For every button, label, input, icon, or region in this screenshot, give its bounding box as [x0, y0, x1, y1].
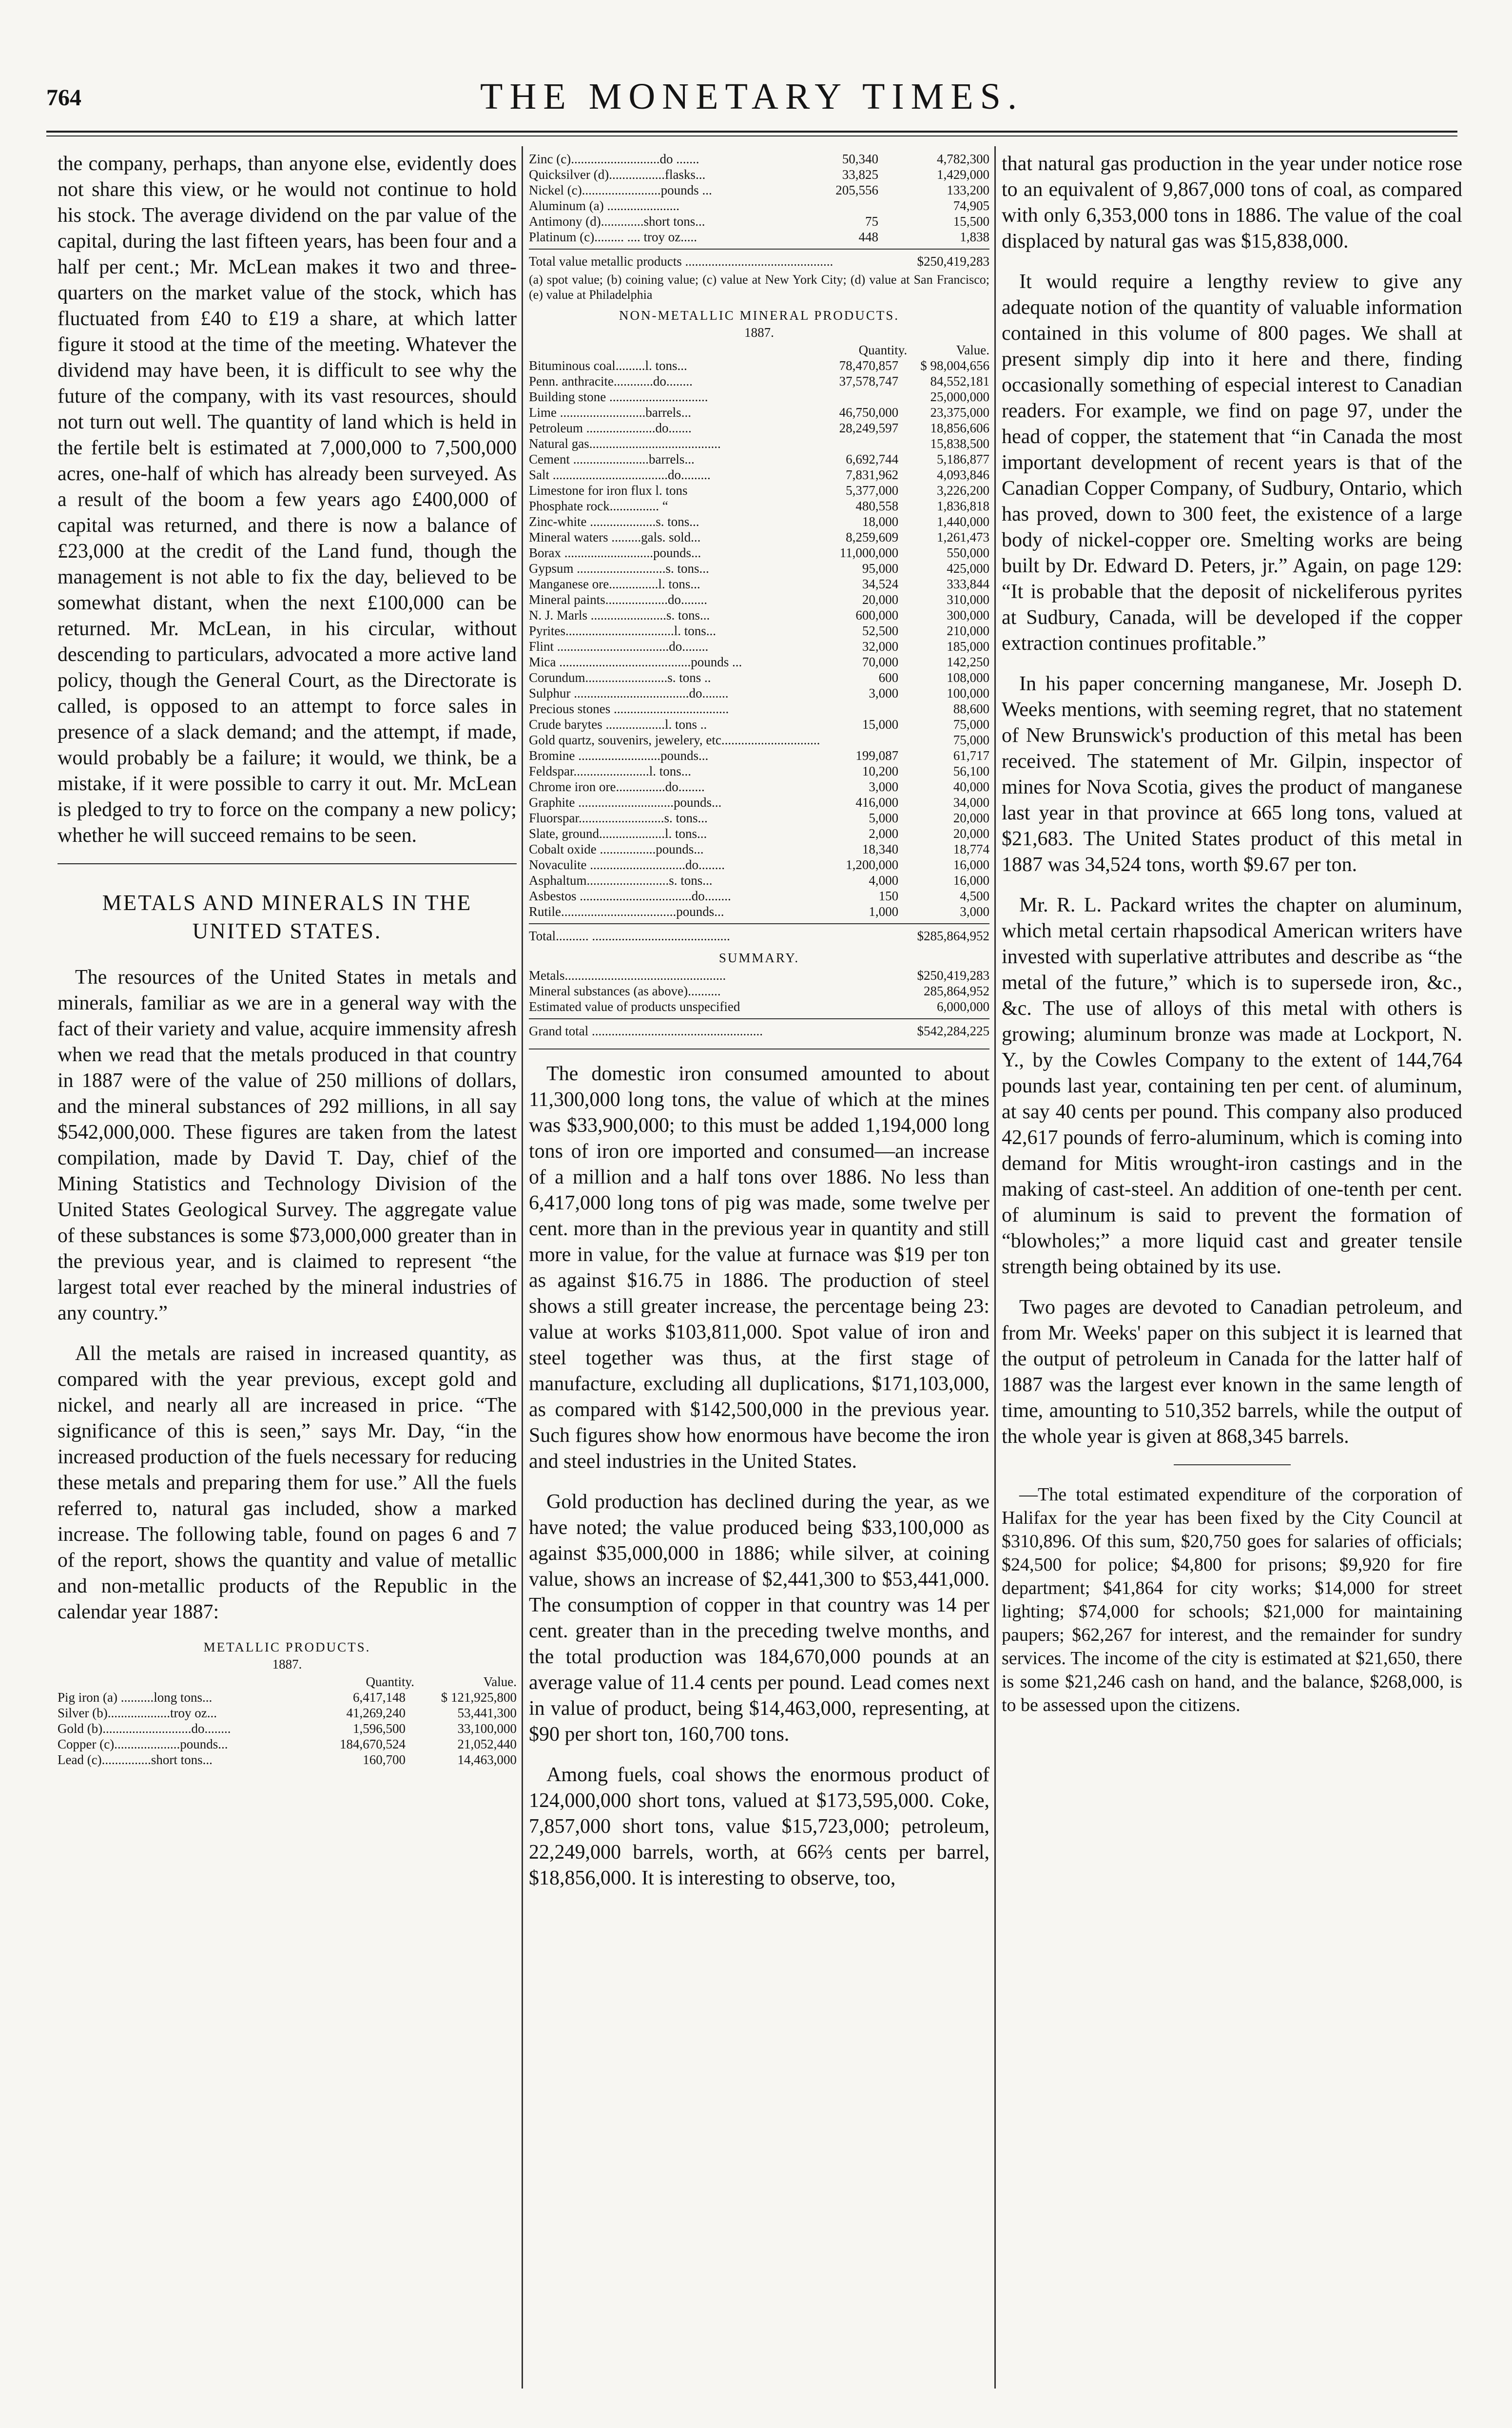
product-quantity: [820, 389, 907, 405]
product-value: 310,000: [947, 592, 989, 607]
page-title: THE MONETARY TIMES.: [480, 76, 1024, 117]
page-number: 764: [46, 85, 81, 111]
column-divider: [994, 146, 996, 2389]
column-2: [529, 151, 989, 1906]
product-value: 108,000: [947, 670, 989, 685]
product-value: 88,600: [953, 701, 989, 716]
product-quantity: 448: [858, 230, 878, 244]
news-notice: —The total estimated expenditure of the corporation of Halifax for the year has been fixed by the City Council at $310,896. Of this sum, $20,750 goes for salaries of officials; $24,500 for police; $4,800 for prisons; $9,920 for fire department; $41,864 for city works; $14,000 for street lighting; $74,000 for schools; $21,000 for maintaining paupers; $62,267 for interest, and the remainder for sundry services. The income of the city is estimated at $21,650, there is some $21,246 cash on hand, and the balance, $268,000, is to be assessed upon the citizens.: [1002, 1484, 1462, 1715]
product-quantity: [820, 701, 907, 717]
product-name: Silver (b)...................troy oz...: [58, 1706, 217, 1720]
product-quantity: 1,596,500: [353, 1721, 406, 1736]
product-quantity: 34,524: [862, 577, 899, 591]
table-title: NON-METALLIC MINERAL PRODUCTS.: [619, 308, 900, 323]
table-row: [529, 717, 989, 732]
product-name: Gold (b)...........................do........: [58, 1721, 231, 1736]
product-name: Lead (c)...............short tons...: [58, 1752, 213, 1767]
product-value: 1,429,000: [937, 167, 989, 182]
product-quantity: 70,000: [862, 655, 899, 669]
column-header: Value.: [483, 1674, 517, 1689]
table-row: [529, 654, 989, 670]
product-quantity: 480,558: [855, 499, 899, 513]
product-name: Mineral paints...................do........: [529, 592, 707, 607]
product-quantity: 78,470,857: [839, 358, 899, 373]
product-name: Zinc (c)...........................do .......: [529, 152, 699, 166]
product-name: Slate, ground....................l. tons...: [529, 826, 707, 841]
product-quantity: 184,670,524: [340, 1737, 406, 1751]
table-row: [529, 373, 989, 389]
table-row: [529, 436, 989, 451]
product-value: 4,093,846: [937, 467, 989, 482]
table-row: [529, 904, 989, 919]
total-label: Total.......... ..........................................: [529, 929, 730, 943]
body-paragraph: The domestic iron consumed amounted to about 11,300,000 long tons, the value of which at the mines was $33,900,000; to this must be added 1,194,000 long tons of iron ore imported and consumed—an increase of a million and a half tons over 1886. No less than 6,417,000 long tons of pig was made, some twelve per cent. more than in the previous year in quantity and still more in value, for the value at furnace was $19 per ton as against $16.75 in 1886. The production of steel shows a still greater increase, the percentage being 23: value at works $103,811,000. Spot value of iron and steel together was thus, at the first stage of manufacture, excluding all duplications, $171,103,000, as compared with $142,500,000 in the previous year. Such figures show how enormous have become the iron and steel industries in the United States.: [529, 1063, 989, 1473]
table-header-row: [529, 342, 989, 358]
product-value: 550,000: [947, 545, 989, 560]
product-value: 4,500: [960, 889, 989, 903]
product-value: 40,000: [953, 779, 989, 794]
product-name: Asbestos ..................................do........: [529, 889, 731, 903]
product-name: Petroleum .....................do.......: [529, 421, 692, 435]
table-row: [529, 779, 989, 795]
table-row: [529, 826, 989, 841]
table-row: [529, 841, 989, 857]
table-row: [529, 405, 989, 420]
product-value: 25,000,000: [930, 389, 989, 404]
table-row: [58, 1736, 517, 1752]
table-row: [529, 639, 989, 654]
table-row: [529, 358, 989, 373]
product-quantity: 1,200,000: [846, 857, 899, 872]
product-value: 23,375,000: [930, 405, 989, 420]
product-quantity: 160,700: [363, 1752, 406, 1767]
product-quantity: 10,200: [862, 764, 899, 778]
product-quantity: 1,000: [869, 904, 899, 919]
metallic-total: [529, 253, 989, 269]
product-quantity: 3,000: [869, 779, 899, 794]
body-paragraph: Mr. R. L. Packard writes the chapter on aluminum, which metal certain rhapsodical American writers have invested with superlative attributes and describe as “the metal of the future,” which is to supersede iron, &c., &c. The use of alloys of this metal with others is growing; aluminum bronze was made at Lockport, N. Y., by the Cowles Company to the extent of 144,764 pounds last year, containing ten per cent. of aluminum, at say 40 cents per pound. This company also produced 42,617 pounds of ferro-aluminum, which is coming into demand for Mitis wrought-iron castings and in the making of cast-steel. An addition of one-tenth per cent. of aluminum is said to prevent the formation of “blowholes;” a more liquid cast and greater tensile strength being obtained by its use.: [1002, 894, 1462, 1278]
product-value: 75,000: [953, 733, 989, 747]
body-paragraph: In his paper concerning manganese, Mr. Joseph D. Weeks mentions, with seeming regret, that no statement of New Brunswick's production of this metal has been received. The statement of Mr. Gilpin, inspector of mines for Nova Scotia, gives the product of manganese last year in that province at 665 long tons, valued at $21,683. The United States product of this metal in 1887 was 34,524 tons, worth $9.67 per ton.: [1002, 673, 1462, 876]
product-value: 20,000: [953, 826, 989, 841]
product-value: 142,250: [947, 655, 989, 669]
table-row: [529, 576, 989, 592]
product-value: 53,441,300: [457, 1706, 517, 1720]
product-value: 333,844: [947, 577, 989, 591]
product-value: 34,000: [953, 795, 989, 810]
product-name: Penn. anthracite............do........: [529, 374, 693, 388]
product-value: 20,000: [953, 811, 989, 825]
product-name: Precious stones ...................................: [529, 701, 729, 716]
product-name: Aluminum (a) ......................: [529, 198, 679, 213]
table-rule: [529, 249, 989, 250]
product-quantity: 28,249,597: [839, 421, 899, 435]
table-row: [58, 1721, 517, 1736]
table-row: [58, 1690, 517, 1705]
product-value: 15,838,500: [930, 436, 989, 451]
column-divider: [522, 146, 523, 2389]
product-name: Cobalt oxide .................pounds...: [529, 842, 704, 856]
table-row: [58, 1752, 517, 1768]
page-header: [46, 76, 1457, 124]
product-quantity: 416,000: [855, 795, 899, 810]
product-value: 3,226,200: [937, 483, 989, 498]
product-name: Crude barytes ..................l. tons ..: [529, 717, 707, 732]
product-quantity: 52,500: [862, 623, 899, 638]
product-name: Quicksilver (d).................flasks...: [529, 167, 706, 182]
table-row: [529, 214, 989, 229]
non-metallic-products-table: [529, 342, 989, 919]
product-value: 16,000: [953, 873, 989, 888]
product-name: Novaculite .............................do........: [529, 857, 725, 872]
product-value: 21,052,440: [457, 1737, 517, 1751]
summary-value: 285,864,952: [924, 984, 989, 998]
product-value: 18,856,606: [930, 421, 989, 435]
product-name: Nickel (c)........................pounds ...: [529, 183, 712, 197]
non-metallic-total: [529, 928, 989, 944]
body-paragraph: All the metals are raised in increased quantity, as compared with the year previous, except gold and nickel, and nearly all are increased in price. “The significance of this is seen,” says Mr. Day, “in the increased production of the fuels necessary for reducing these metals and preparing them for use.” All the fuels referred to, natural gas included, show a marked increase. The following table, found on pages 6 and 7 of the report, shows the quantity and value of metallic and non-metallic products of the Republic in the calendar year 1887:: [58, 1342, 517, 1623]
table-row: [529, 389, 989, 405]
product-quantity: 18,340: [862, 842, 899, 856]
product-name: Natural gas........................................: [529, 436, 721, 451]
product-value: 56,100: [953, 764, 989, 778]
table-row: [529, 451, 989, 467]
product-name: Copper (c)....................pounds...: [58, 1737, 228, 1751]
summary-label: Mineral substances (as above)..........: [529, 984, 721, 998]
product-quantity: 32,000: [862, 639, 899, 654]
product-quantity: 5,377,000: [846, 483, 899, 498]
table-row: [529, 873, 989, 888]
metallic-products-table: [58, 1674, 517, 1768]
table-row: [529, 795, 989, 810]
product-name: Lime ..........................barrels...: [529, 405, 691, 420]
product-name: Gypsum ...........................s. tons...: [529, 561, 709, 576]
total-value: $285,864,952: [917, 929, 989, 943]
product-value: 5,186,877: [937, 452, 989, 466]
product-quantity: 205,556: [835, 183, 878, 197]
product-value: 15,500: [953, 214, 989, 229]
body-paragraph: Among fuels, coal shows the enormous product of 124,000,000 short tons, valued at $173,595,000. Coke, 7,857,000 short tons, value $15,723,000; petroleum, 22,249,000 barrels, worth, at 66⅔ cents per barrel, $18,856,000. It is interesting to observe, too,: [529, 1764, 989, 1889]
summary-label: Estimated value of products unspecified: [529, 999, 740, 1014]
metallic-products-table-continued: [529, 151, 989, 245]
column-header: Quantity.: [366, 1674, 414, 1689]
product-value: 1,440,000: [937, 514, 989, 529]
product-name: Phosphate rock............... “: [529, 499, 668, 513]
product-value: 300,000: [947, 608, 989, 622]
product-quantity: 18,000: [862, 514, 899, 529]
table-row: [529, 467, 989, 483]
table-row: [58, 1705, 517, 1721]
product-name: N. J. Marls .......................s. tons...: [529, 608, 710, 622]
product-value: 185,000: [947, 639, 989, 654]
total-row: [529, 928, 989, 944]
table-row: [529, 968, 989, 983]
table-row: [529, 810, 989, 826]
header-rule: [46, 131, 1457, 133]
product-value: 1,836,818: [937, 499, 989, 513]
table-row: [529, 857, 989, 873]
product-quantity: 4,000: [869, 873, 899, 888]
product-value: 100,000: [947, 686, 989, 700]
product-quantity: 95,000: [862, 561, 899, 576]
table-row: [529, 748, 989, 763]
product-quantity: 8,259,609: [846, 530, 899, 544]
product-name: Pyrites.................................l. tons...: [529, 623, 717, 638]
product-name: Asphaltum.........................s. tons...: [529, 873, 713, 888]
product-name: Bromine .........................pounds...: [529, 748, 709, 763]
table-row: [529, 763, 989, 779]
table-year: 1887.: [744, 325, 774, 340]
product-name: Mineral waters .........gals. sold...: [529, 530, 701, 544]
total-label: Grand total ....................................................: [529, 1024, 763, 1038]
product-quantity: 50,340: [842, 152, 878, 166]
table-row: [529, 483, 989, 498]
product-value: 14,463,000: [457, 1752, 517, 1767]
table-row: [529, 198, 989, 214]
column-header: Quantity.: [858, 343, 908, 357]
table-rule: [529, 1018, 989, 1019]
section-divider: [58, 863, 517, 864]
product-name: Limestone for iron flux l. tons: [529, 483, 688, 498]
body-paragraph: The resources of the United States in metals and minerals, familiar as we are in a general way with the fact of their variety and value, acquire immensity afresh when we read that the metals produced in that country in 1887 were of the value of 250 millions of dollars, and the mineral substances of 292 millions, in all say $542,000,000. These figures are taken from the latest compilation, made by David T. Day, chief of the Mining Statistics and Technology Division of the United States Geological Survey. The aggregate value of these substances is some $73,000,000 greater than in the previous year, and is claimed to represent “the largest total ever reached by the mineral industries of any country.”: [58, 966, 517, 1324]
summary-label: Metals.................................................: [529, 968, 726, 983]
product-quantity: 150: [878, 889, 899, 903]
table-row: [529, 888, 989, 904]
product-value: 210,000: [947, 623, 989, 638]
product-name: Sulphur ...................................do........: [529, 686, 729, 700]
product-value: 74,905: [953, 198, 989, 213]
product-value: 1,261,473: [937, 530, 989, 544]
total-value: $250,419,283: [917, 254, 989, 269]
product-quantity: 6,417,148: [353, 1690, 406, 1705]
total-row: [529, 253, 989, 269]
table-row: [529, 420, 989, 436]
table-year: 1887.: [272, 1657, 302, 1671]
table-row: [529, 167, 989, 182]
table-row: [529, 182, 989, 198]
product-quantity: 20,000: [862, 592, 899, 607]
table-row: [529, 561, 989, 576]
table-row: [529, 701, 989, 717]
product-name: Pig iron (a) ..........long tons...: [58, 1690, 213, 1705]
product-quantity: 46,750,000: [839, 405, 899, 420]
product-quantity: 7,831,962: [846, 467, 899, 482]
total-row: [529, 1023, 989, 1039]
product-name: Platinum (c)......... .... troy oz.....: [529, 230, 697, 244]
summary-value: 6,000,000: [937, 999, 989, 1014]
column-3: [1002, 151, 1462, 1717]
product-name: Graphite .............................pounds...: [529, 795, 722, 810]
product-quantity: 199,087: [855, 748, 899, 763]
table-row: [529, 514, 989, 529]
table-row: [529, 545, 989, 561]
table-title: SUMMARY.: [718, 951, 800, 965]
product-value: 18,774: [953, 842, 989, 856]
total-value: $542,284,225: [917, 1024, 989, 1038]
table-title: METALLIC PRODUCTS.: [203, 1640, 371, 1654]
body-paragraph: that natural gas production in the year under notice rose to an equivalent of 9,867,000 tons of coal, as compared with only 6,353,000 tons in 1886. The value of the coal displaced by natural gas was $15,838,000.: [1002, 153, 1462, 253]
product-name: Feldspar.......................l. tons...: [529, 764, 692, 778]
product-name: Salt ...................................do.........: [529, 467, 711, 482]
body-paragraph: It would require a lengthy review to give any adequate notion of the quantity of valuable information contained in this volume of 800 pages. We shall at present simply dip into it here and there, finding occasionally something of especial interest to Canadian readers. For example, we find on page 97, under the head of copper, the statement that “in Canada the most important development of recent years is that of the Canadian Copper Company, of Sudbury, Ontario, which has proved, down to 300 feet, the existence of a large body of nickel-copper ore. Smelting works are being built by Dr. Edward D. Peters, jr.” Again, on page 129: “It is probable that the deposit of nickeliferous pyrites at Sudbury, Canada, will be developed if the copper extraction continues profitable.”: [1002, 271, 1462, 655]
product-quantity: 75: [865, 214, 878, 229]
table-row: [529, 685, 989, 701]
table-row: [529, 623, 989, 639]
product-name: Gold quartz, souvenirs, jewelery, etc..............................: [529, 733, 820, 747]
product-quantity: 600: [878, 670, 899, 685]
total-label: Total value metallic products .............................................: [529, 254, 834, 269]
product-value: 3,000: [960, 904, 989, 919]
summary-table: [529, 968, 989, 1014]
table-row: [529, 529, 989, 545]
product-name: Borax ...........................pounds...: [529, 545, 701, 560]
product-value: 4,782,300: [937, 152, 989, 166]
section-divider: [1174, 1464, 1291, 1465]
product-name: Fluorspar..........................s. tons...: [529, 811, 708, 825]
product-quantity: 15,000: [862, 717, 899, 732]
product-quantity: 600,000: [855, 608, 899, 622]
product-quantity: 3,000: [869, 686, 899, 700]
product-quantity: 33,825: [842, 167, 878, 182]
product-name: Cement .......................barrels...: [529, 452, 695, 466]
product-name: Manganese ore...............l. tons...: [529, 577, 700, 591]
product-quantity: 2,000: [869, 826, 899, 841]
product-value: $ 98,004,656: [920, 358, 989, 373]
table-row: [529, 999, 989, 1014]
product-name: Building stone ..............................: [529, 389, 708, 404]
product-name: Corundum.........................s. tons ..: [529, 670, 711, 685]
table-row: [529, 732, 989, 748]
product-quantity: [820, 732, 907, 748]
product-name: Bituminous coal.........l. tons...: [529, 358, 687, 373]
product-quantity: 41,269,240: [346, 1706, 406, 1720]
footnote: (a) spot value; (b) coining value; (c) value at New York City; (d) value at San Francisco; (e) value at Philadelphia: [529, 272, 989, 302]
product-value: 16,000: [953, 857, 989, 872]
body-paragraph: the company, perhaps, than anyone else, evidently does not share this view, or he would not continue to hold his stock. The average dividend on the par value of the capital, during the last fifteen years, has been four and a half per cent.; Mr. McLean makes it two and three-quarters on the market value of the stock, which has fluctuated from £40 to £19 a share, at which latter figure it stood at the time of the meeting. Whatever the dividend may have been, it is difficult to see why the future of the company, with its vast resources, should not turn out well. The quantity of land which is held in the fertile belt is estimated at 7,000,000 to 7,500,000 acres, one-half of which has already been surveyed. As a result of the boom a few years ago £400,000 of capital was returned, and there is now a balance of £23,000 at the credit of the Land fund, though the management is not able to fix the day, believed to be somewhat distant, when the next £100,000 can be returned. Mr. McLean, in his circular, without descending to particulars, advocated a more active land policy, though the General Court, as the Directorate is called, is opposed to an attempt to force sales in presence of a slack demand; and the attempt, if made, would probably be a failure; it would, we think, be a mistake, if it were possible to carry it out. Mr. McLean is pledged to try to force on the company a new policy; whether he will succeed remains to be seen.: [58, 153, 517, 847]
product-name: Mica ........................................pounds ...: [529, 655, 742, 669]
column-header: Value.: [956, 343, 989, 357]
table-row: [529, 983, 989, 999]
product-name: Rutile...................................pounds...: [529, 904, 724, 919]
product-quantity: [820, 436, 907, 451]
product-quantity: 6,692,744: [846, 452, 899, 466]
body-paragraph: Two pages are devoted to Canadian petroleum, and from Mr. Weeks' paper on this subject it is learned that the output of petroleum in Canada for the latter half of 1887 was the largest ever known in the same length of time, amounting to 510,352 barrels, while the output of the whole year is given at 868,345 barrels.: [1002, 1296, 1462, 1448]
product-value: 75,000: [953, 717, 989, 732]
body-paragraph: Gold production has declined during the year, as we have noted; the value produced being $33,100,000 as against $35,000,000 in 1886; while silver, at coining value, shows an increase of $2,441,300 to $53,441,000. The consumption of copper in that country was 14 per cent. greater than in the preceding twelve months, and the total production was 184,670,000 pounds at an average value of 11.4 cents per pound. Lead comes next in value of product, being $14,463,000, representing, at $90 per short ton, 160,700 tons.: [529, 1491, 989, 1746]
product-quantity: 37,578,747: [839, 374, 899, 388]
product-quantity: 5,000: [869, 811, 899, 825]
product-quantity: [771, 198, 887, 214]
product-name: Zinc-white ....................s. tons...: [529, 514, 699, 529]
product-value: 133,200: [947, 183, 989, 197]
product-name: Antimony (d).............short tons...: [529, 214, 705, 229]
article-title: METALS AND MINERALS IN THE UNITED STATES.: [102, 891, 472, 943]
product-name: Chrome iron ore...............do........: [529, 779, 705, 794]
table-row: [529, 498, 989, 514]
table-row: [529, 592, 989, 607]
table-rule: [529, 923, 989, 924]
summary-total: [529, 1023, 989, 1039]
product-value: $ 121,925,800: [441, 1690, 517, 1705]
table-row: [529, 229, 989, 245]
product-quantity: 11,000,000: [839, 545, 899, 560]
table-row: [529, 670, 989, 685]
product-value: 1,838: [960, 230, 989, 244]
table-row: [529, 151, 989, 167]
product-value: 61,717: [953, 748, 989, 763]
product-value: 33,100,000: [457, 1721, 517, 1736]
table-header-row: [58, 1674, 517, 1690]
column-1: [58, 151, 517, 1768]
summary-value: $250,419,283: [917, 968, 989, 983]
table-row: [529, 607, 989, 623]
product-name: Flint ..................................do........: [529, 639, 709, 654]
product-value: 425,000: [947, 561, 989, 576]
product-value: 84,552,181: [930, 374, 989, 388]
